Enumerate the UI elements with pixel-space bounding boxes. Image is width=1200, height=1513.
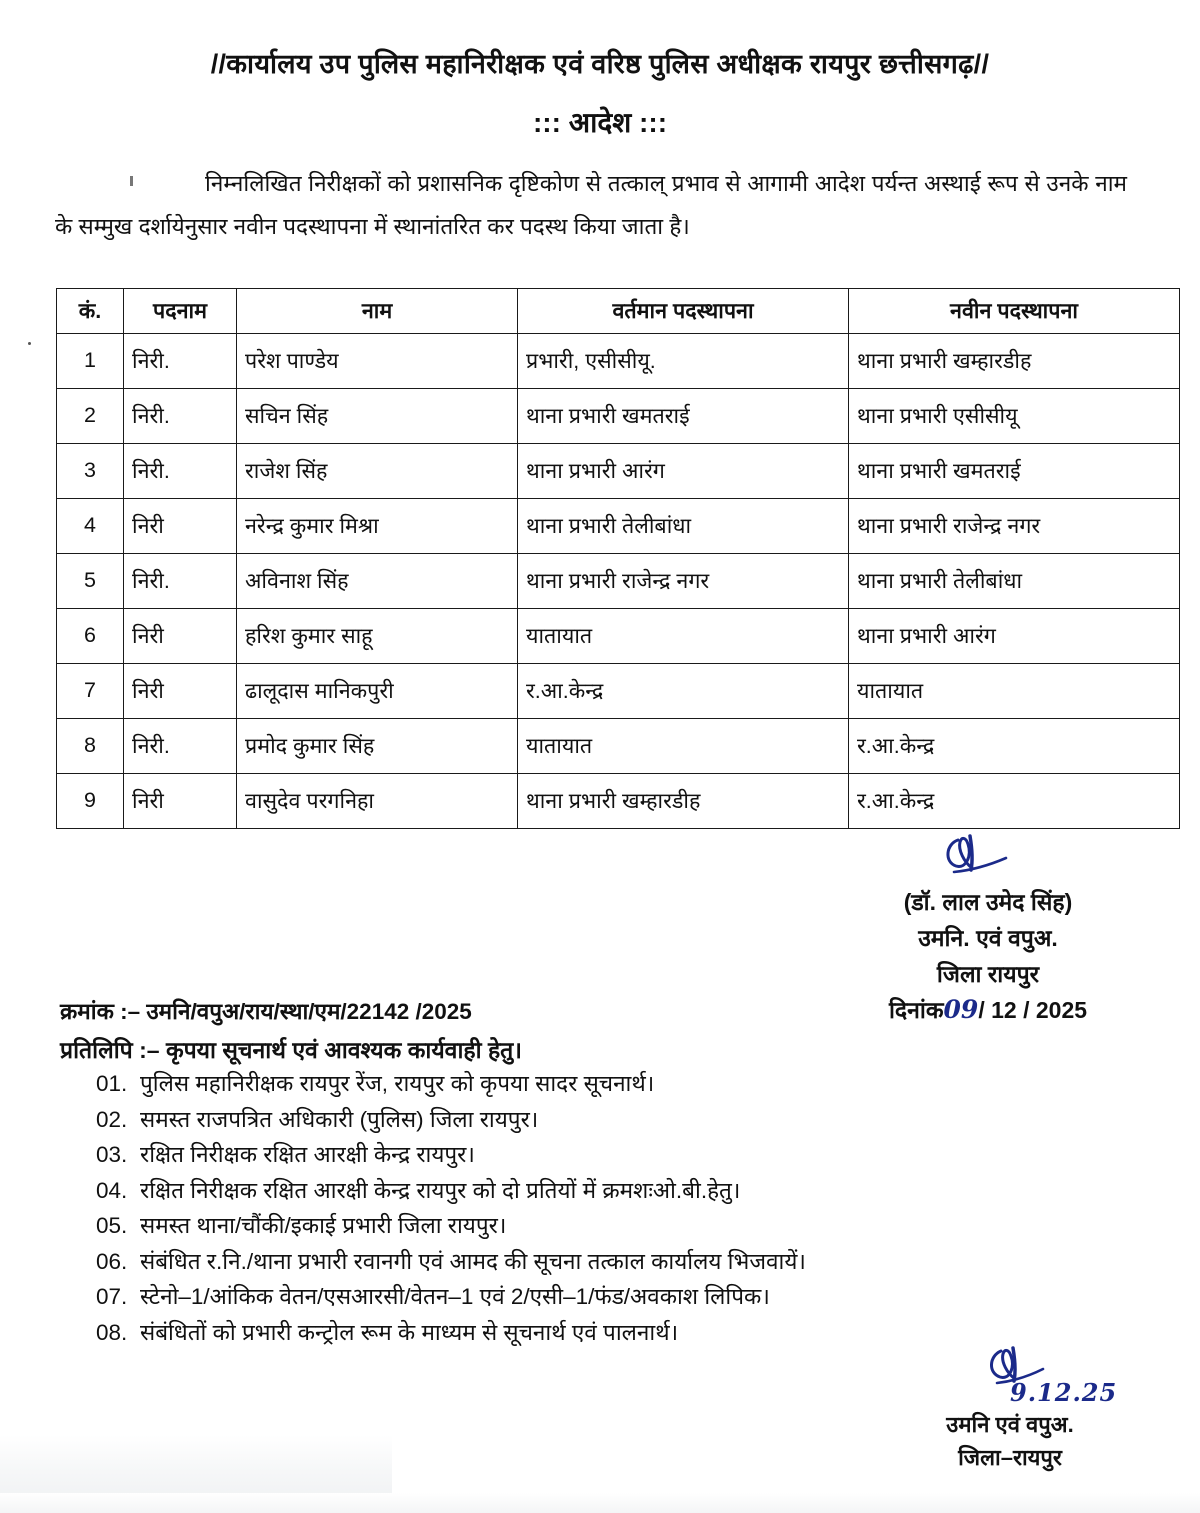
- cell-new: थाना प्रभारी एसीसीयू: [849, 389, 1180, 444]
- cell-name: राजेश सिंह: [237, 444, 518, 499]
- cell-rank: निरी.: [124, 334, 237, 389]
- cell-current: थाना प्रभारी खमतराई: [518, 389, 849, 444]
- list-item-number: 07.: [96, 1284, 128, 1309]
- cell-name: प्रमोद कुमार सिंह: [237, 719, 518, 774]
- table-row: [57, 444, 1180, 499]
- cell-serial: 3: [57, 444, 124, 499]
- column-header-current: वर्तमान पदस्थापना: [518, 289, 849, 334]
- list-item-number: 01.: [96, 1071, 128, 1096]
- list-item: [96, 1173, 1156, 1209]
- cell-name: सचिन सिंह: [237, 389, 518, 444]
- cell-rank: निरी: [124, 499, 237, 554]
- copy-distribution-list: [96, 1066, 1156, 1350]
- list-item-text: संबंधितों को प्रभारी कन्ट्रोल रूम के माध्यम से सूचनार्थ एवं पालनार्थ।: [140, 1319, 679, 1345]
- table-row: [57, 664, 1180, 719]
- table-row: [57, 499, 1180, 554]
- list-item-number: 08.: [96, 1319, 128, 1345]
- table-header-row: [57, 289, 1180, 334]
- column-header-rank: पदनाम: [124, 289, 237, 334]
- column-header-new: नवीन पदस्थापना: [849, 289, 1180, 334]
- cell-new: र.आ.केन्द्र: [849, 719, 1180, 774]
- cell-rank: निरी.: [124, 444, 237, 499]
- list-item: [96, 1244, 1156, 1280]
- list-item: [96, 1137, 1156, 1173]
- order-heading: ::: आदेश :::: [532, 107, 668, 138]
- cell-new: र.आ.केन्द्र: [849, 774, 1180, 829]
- signatory-name: (डॉ. लाल उमेद सिंह): [903, 889, 1073, 915]
- cell-new: थाना प्रभारी खम्हारडीह: [849, 334, 1180, 389]
- cell-serial: 4: [57, 499, 124, 554]
- scan-shadow-bottom: [0, 1493, 1200, 1513]
- table-row: [57, 554, 1180, 609]
- cell-rank: निरी.: [124, 389, 237, 444]
- list-item-text: रक्षित निरीक्षक रक्षित आरक्षी केन्द्र रायपुर को दो प्रतियों में क्रमशःओ.बी.हेतु।: [140, 1177, 741, 1203]
- signatory-district: जिला रायपुर: [936, 961, 1040, 987]
- page-title: //कार्यालय उप पुलिस महानिरीक्षक एवं वरिष्ठ पुलिस अधीक्षक रायपुर छत्तीसगढ़//: [210, 49, 990, 79]
- scan-speck: [28, 342, 31, 345]
- cell-current: थाना प्रभारी आरंग: [518, 444, 849, 499]
- transfer-table: [56, 288, 1180, 829]
- list-item: [96, 1208, 1156, 1244]
- cell-current: यातायात: [518, 609, 849, 664]
- cell-new: थाना प्रभारी राजेन्द्र नगर: [849, 499, 1180, 554]
- list-item-text: स्टेनो–1/आंकिक वेतन/एसआरसी/वेतन–1 एवं 2/एसी–1/फंड/अवकाश लिपिक।: [140, 1284, 770, 1309]
- signature-block: [838, 884, 1138, 1028]
- date-label: दिनांक: [888, 997, 944, 1023]
- table-row: [57, 389, 1180, 444]
- table-row: [57, 609, 1180, 664]
- signatory-district-bottom: जिला–रायपुर: [958, 1445, 1062, 1470]
- cell-rank: निरी: [124, 609, 237, 664]
- signatory-designation-bottom: उमनि एवं वपुअ.: [946, 1412, 1074, 1437]
- date-day-handwritten: 09: [943, 995, 979, 1024]
- table-row: [57, 774, 1180, 829]
- list-item: [96, 1066, 1156, 1102]
- cell-current: थाना प्रभारी खम्हारडीह: [518, 774, 849, 829]
- date-rest: / 12 / 2025: [978, 997, 1088, 1023]
- order-paragraph: निम्नलिखित निरीक्षकों को प्रशासनिक दृष्टिकोण से तत्काल् प्रभाव से आगामी आदेश पर्यन्त अस्थाई रूप से उनके नाम के सम्मुख दर्शायेनुसार नवीन पदस्थापना में स्थानांतरित कर पदस्थ किया जाता है।: [55, 171, 1127, 239]
- cell-serial: 5: [57, 554, 124, 609]
- scan-shadow-bottom-left: [0, 1435, 392, 1513]
- cell-rank: निरी: [124, 664, 237, 719]
- cell-name: अविनाश सिंह: [237, 554, 518, 609]
- cell-rank: निरी.: [124, 719, 237, 774]
- list-item: [96, 1279, 1156, 1315]
- copy-to-label: प्रतिलिपि :– कृपया सूचनार्थ एवं आवश्यक कार्यवाही हेतु।: [60, 1037, 523, 1063]
- cell-new: थाना प्रभारी आरंग: [849, 609, 1180, 664]
- cell-name: नरेन्द्र कुमार मिश्रा: [237, 499, 518, 554]
- reference-number: क्रमांक :– उमनि/वपुअ/राय/स्था/एम/22142 /2025: [60, 999, 472, 1024]
- list-item-number: 05.: [96, 1213, 128, 1238]
- cell-rank: निरी: [124, 774, 237, 829]
- signature-mark-icon: [940, 832, 1050, 884]
- list-item: [96, 1102, 1156, 1138]
- cell-serial: 9: [57, 774, 124, 829]
- cell-serial: 2: [57, 389, 124, 444]
- column-header-serial: कं.: [57, 289, 124, 334]
- list-item-text: समस्त थाना/चौंकी/इकाई प्रभारी जिला रायपुर।: [140, 1213, 507, 1238]
- cell-current: र.आ.केन्द्र: [518, 664, 849, 719]
- cell-current: प्रभारी, एसीसीयू.: [518, 334, 849, 389]
- cell-name: हरिश कुमार साहू: [237, 609, 518, 664]
- table-row: [57, 719, 1180, 774]
- list-item-text: पुलिस महानिरीक्षक रायपुर रेंज, रायपुर को कृपया सादर सूचनार्थ।: [140, 1071, 655, 1096]
- column-header-name: नाम: [237, 289, 518, 334]
- list-item-text: संबंधित र.नि./थाना प्रभारी रवानगी एवं आमद की सूचना तत्काल कार्यालय भिजवायें।: [140, 1248, 806, 1274]
- list-item-number: 06.: [96, 1248, 128, 1274]
- cell-current: यातायात: [518, 719, 849, 774]
- cell-serial: 8: [57, 719, 124, 774]
- list-item-text: रक्षित निरीक्षक रक्षित आरक्षी केन्द्र रायपुर।: [140, 1142, 475, 1167]
- cell-rank: निरी.: [124, 554, 237, 609]
- signature-block-bottom: [860, 1408, 1160, 1474]
- cell-serial: 6: [57, 609, 124, 664]
- list-item-number: 04.: [96, 1177, 128, 1203]
- cell-current: थाना प्रभारी तेलीबांधा: [518, 499, 849, 554]
- list-item-number: 03.: [96, 1142, 128, 1167]
- cell-new: थाना प्रभारी खमतराई: [849, 444, 1180, 499]
- cell-name: वासुदेव परगनिहा: [237, 774, 518, 829]
- signature-date-line: [838, 992, 1138, 1028]
- signatory-designation: उमनि. एवं वपुअ.: [918, 925, 1058, 951]
- cell-new: थाना प्रभारी तेलीबांधा: [849, 554, 1180, 609]
- cell-current: थाना प्रभारी राजेन्द्र नगर: [518, 554, 849, 609]
- signature-date-handwritten-bottom: 9.12.25: [1010, 1378, 1118, 1407]
- list-item-number: 02.: [96, 1106, 128, 1132]
- cell-name: ढालूदास मानिकपुरी: [237, 664, 518, 719]
- cell-serial: 7: [57, 664, 124, 719]
- table-row: [57, 334, 1180, 389]
- list-item-text: समस्त राजपत्रित अधिकारी (पुलिस) जिला रायपुर।: [140, 1106, 539, 1132]
- cell-name: परेश पाण्डेय: [237, 334, 518, 389]
- cell-new: यातायात: [849, 664, 1180, 719]
- cell-serial: 1: [57, 334, 124, 389]
